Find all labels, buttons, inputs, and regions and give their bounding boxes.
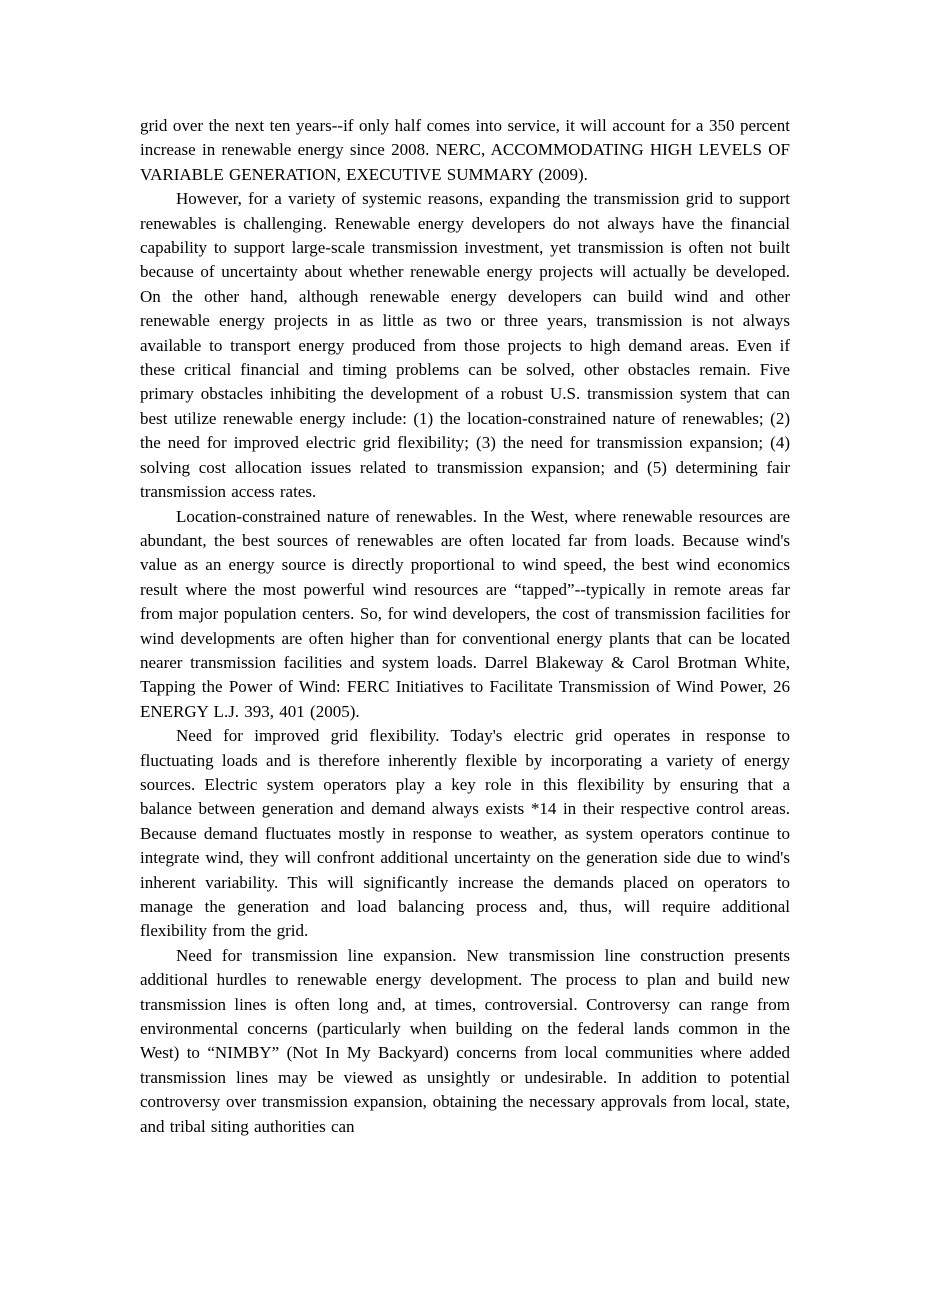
paragraph-transmission-expansion: Need for transmission line expansion. New transmission line construction presents additional hurdles to renewable energy development. The process to plan and build new transmission lines is often long and, at times, controversial. Controversy can range from environmental concerns (particularly when building on the federal lands common in the West) to “NIMBY” (Not In My Backyard) concerns from local communities where added transmission lines may be viewed as unsightly or undesirable. In addition to potential controversy over transmission expansion, obtaining the necessary approvals from local, state, and tribal siting authorities can	[140, 945, 790, 1136]
paragraph-continuation: grid over the next ten years--if only half comes into service, it will account for a 350 percent increase in renewable energy since 2008. NERC, ACCOMMODATING HIGH LEVELS OF VARIABLE GENERATION, EXECUTIVE SUMMARY (2009).	[140, 116, 790, 184]
paragraph-grid-flexibility: Need for improved grid flexibility. Today's electric grid operates in response to fluctuating loads and is therefore inherently flexible by incorporating a variety of energy sources. Electric system operators play a key role in this flexibility by ensuring that a balance between generation and demand always exists *14 in their respective control areas. Because demand fluctuates mostly in response to weather, as system operators continue to integrate wind, they will confront additional uncertainty on the generation side due to wind's inherent variability. This will significantly increase the demands placed on operators to manage the generation and load balancing process and, thus, will require additional flexibility from the grid.	[140, 726, 790, 941]
document-text-body	[140, 114, 790, 1139]
paragraph-systemic-reasons: However, for a variety of systemic reasons, expanding the transmission grid to support renewables is challenging. Renewable energy developers do not always have the financial capability to support large-scale transmission investment, yet transmission is often not built because of uncertainty about whether renewable energy projects will actually be developed. On the other hand, although renewable energy developers can build wind and other renewable energy projects in as little as two or three years, transmission is not always available to transport energy produced from those projects to high demand areas. Even if these critical financial and timing problems can be solved, other obstacles remain. Five primary obstacles inhibiting the development of a robust U.S. transmission system that can best utilize renewable energy include: (1) the location-constrained nature of renewables; (2) the need for improved electric grid flexibility; (3) the need for transmission expansion; (4) solving cost allocation issues related to transmission expansion; and (5) determining fair transmission access rates.	[140, 189, 790, 502]
paragraph-location-constrained: Location-constrained nature of renewables. In the West, where renewable resources are abundant, the best sources of renewables are often located far from loads. Because wind's value as an energy source is directly proportional to wind speed, the best wind economics result where the most powerful wind resources are “tapped”--typically in remote areas far from major population centers. So, for wind developers, the cost of transmission facilities for wind developments are often higher than for conventional energy plants that can be located nearer transmission facilities and system loads. Darrel Blakeway & Carol Brotman White, Tapping the Power of Wind: FERC Initiatives to Facilitate Transmission of Wind Power, 26 ENERGY L.J. 393, 401 (2005).	[140, 506, 790, 721]
